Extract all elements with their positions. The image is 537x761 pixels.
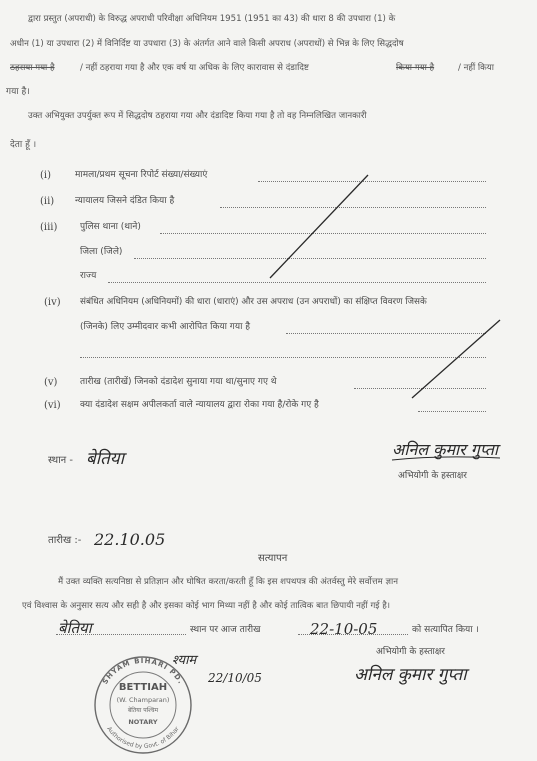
signature-1-caption: अभियोगी के हस्ताक्षर [398, 471, 467, 481]
item-3-number: (iii) [40, 222, 58, 233]
stamp-bottom-arc: Authorised by Govt. of Bihar [105, 725, 181, 751]
item-6-label: क्या दंडादेश सक्षम अपीलकर्ता वाले न्यायालय द्वारा रोका गया है/रोके गए है [80, 400, 319, 410]
item-4-number: (iv) [44, 297, 61, 308]
item-4-label: संबंधित अधिनियम (अधिनियमों) की धारा (धाराएं) और उस अपराध (उन अपराधों) का संक्षिप्त विवरण जिसके [80, 297, 427, 307]
item-1-label: मामला/प्रथम सूचना रिपोर्ट संख्या/संख्याएं [75, 170, 208, 180]
stamp-role: NOTARY [128, 718, 158, 726]
verification-line-3-mid: स्थान पर आज तारीख [190, 625, 261, 635]
item-5-number: (v) [44, 377, 58, 388]
intro-line-3-struck: ठहराया गया है [10, 63, 55, 73]
notary-date-handwritten: 22/10/05 [208, 671, 262, 685]
slash-line-1 [270, 175, 368, 278]
verification-line-2: एवं विश्वास के अनुसार सत्य और सही है और इसका कोई भाग मिथ्या नहीं है और कोई तात्विक बात छिपायी नहीं गई है। [22, 601, 391, 611]
item-5-label: तारीख (तारीखें) जिनको दंडादेश सुनाया गया था/सुनाए गए थे [80, 377, 277, 387]
item-2-number: (ii) [40, 196, 55, 207]
intro-line-3: / नहीं ठहराया गया है और एक वर्ष या अधिक के लिए कारावास से दंडादिष्ट [80, 63, 309, 73]
notary-stamp [95, 657, 191, 753]
stamp-top-arc: SHYAM BIHARI PD. [101, 656, 185, 686]
item-2-label: न्यायालय जिसने दंडित किया है [75, 196, 175, 206]
slash-line-2 [412, 320, 500, 398]
item-3-label: पुलिस थाना (थाने) [80, 222, 141, 232]
intro-line-1: द्वारा प्रस्तुत (अपराधी) के विरुद्ध अपराधी परिवीक्षा अधिनियम 1951 (1951 का 43) की धारा 8 की उपधारा (1) के [28, 14, 396, 24]
stamp-hindi: बेतिया पश्चिम [127, 707, 159, 714]
verification-title: सत्यापन [258, 553, 288, 564]
signature-1: अनिल कुमार गुप्ता [392, 440, 499, 459]
verification-line-3-end: को सत्यापित किया । [412, 625, 479, 635]
intro-line-4: गया है। [6, 87, 30, 97]
verification-date-handwritten: 22-10-05 [310, 620, 378, 638]
verification-line-1: मैं उक्त व्यक्ति सत्यनिष्ठा से प्रतिज्ञान और घोषित करता/करती हूँ कि इस शपथपत्र की अंतर्वस्तु मेरे सर्वोत्तम ज्ञान [58, 577, 399, 587]
place-label: स्थान - [48, 455, 74, 466]
item-4-label-2: (जिनके) लिए उम्मीदवार कभी आरोपित किया गया है [80, 322, 251, 332]
signature-2-caption: अभियोगी के हस्ताक्षर [376, 647, 445, 657]
item-1-number: (i) [40, 170, 52, 181]
intro-line-3-struck-2: किया गया है [396, 63, 435, 73]
intro-line-6: देता हूँ । [10, 140, 37, 150]
stamp-district: (W. Champaran) [116, 696, 170, 704]
intro-line-5: उक्त अभियुक्त उपर्युक्त रूप में सिद्धदोष ठहराया गया और दंडादिष्ट किया गया है तो वह निम्नलिखित जानकारी [28, 111, 367, 121]
item-3-sub-2: राज्य [80, 271, 97, 281]
intro-line-3-end: / नहीं किया [458, 63, 494, 73]
stamp-city: BETTIAH [118, 682, 168, 693]
notary-signature: श्याम [172, 653, 197, 668]
date-handwritten: 22.10.05 [94, 530, 166, 549]
place-handwritten: बेतिया [86, 449, 125, 469]
item-3-sub-1: जिला (जिले) [80, 247, 123, 257]
intro-line-2: अधीन (1) या उपधारा (2) में विनिर्दिष्ट या उपधारा (3) के अंतर्गत आने वाले किसी अपराध (अपराधों) से भिन्न के लिए सिद्धदोष [10, 39, 404, 49]
verification-place-handwritten: बेतिया [58, 619, 92, 637]
date-label: तारीख :- [48, 535, 82, 546]
signature-2: अनिल कुमार गुप्ता [354, 665, 467, 685]
item-6-number: (vi) [44, 400, 61, 411]
